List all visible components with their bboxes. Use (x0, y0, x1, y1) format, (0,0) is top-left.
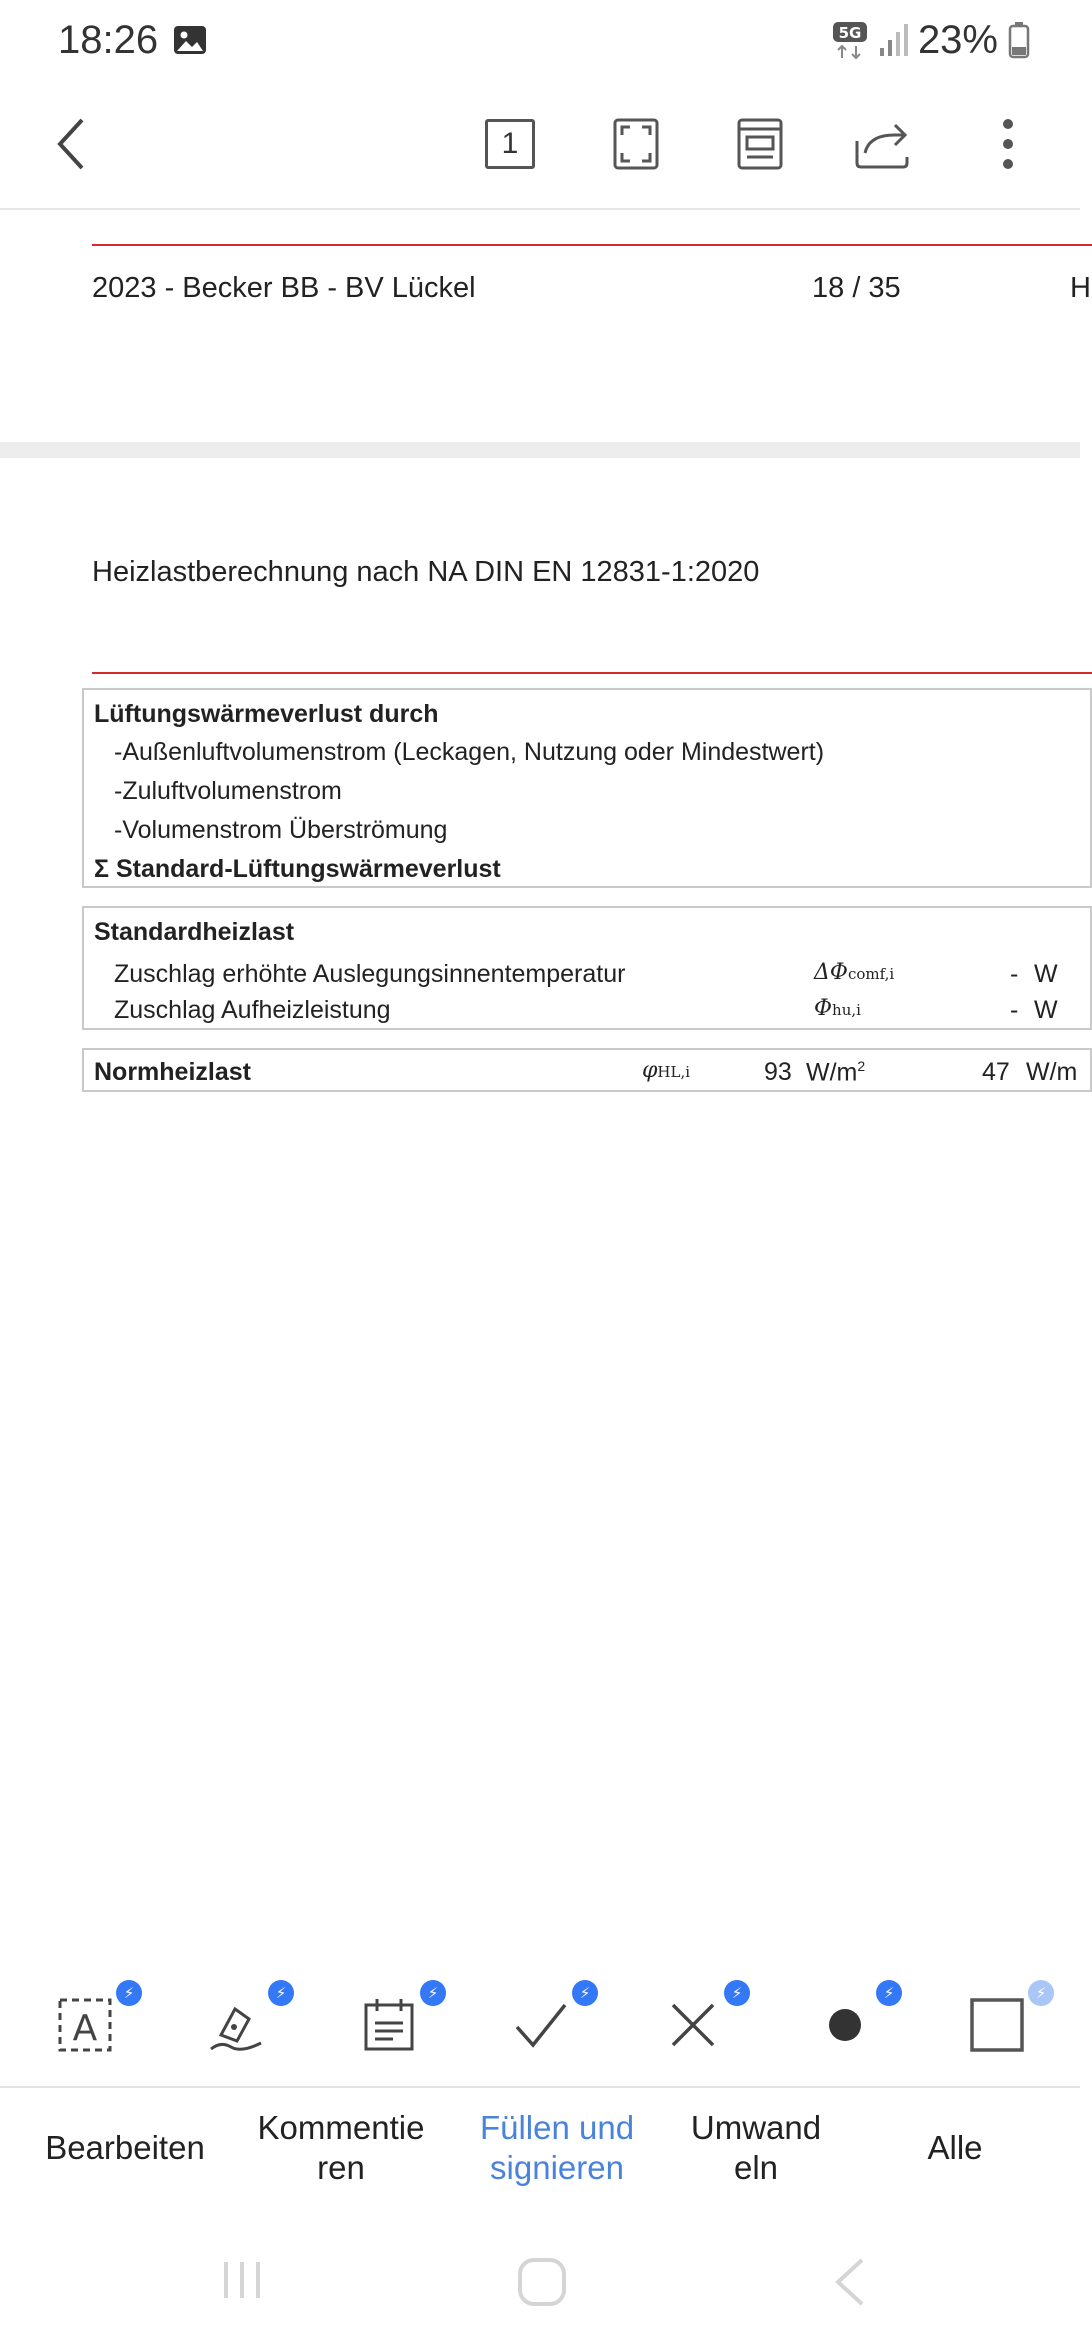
signature-pen-icon (207, 1995, 267, 2055)
standard-load-row1-value: - (1010, 960, 1019, 988)
dot-tool-button[interactable] (810, 1985, 895, 2060)
tab-edit-label: Bearbeiten (45, 2129, 205, 2166)
page-footer-extra: H (1070, 272, 1091, 304)
premium-badge-icon: ⚡ (724, 1980, 750, 2006)
standard-load-row1-unit: W (1034, 960, 1058, 988)
tab-comment-label-1: Kommentie (257, 2109, 425, 2146)
premium-badge-icon: ⚡ (1028, 1980, 1054, 2006)
sum-sign: Σ (94, 855, 110, 883)
norm-load-value1: 93 (764, 1058, 792, 1086)
rectangle-tool-button[interactable] (962, 1985, 1047, 2060)
norm-load-title: Normheizlast (94, 1058, 251, 1086)
chevron-left-icon (52, 114, 92, 174)
ventilation-section (82, 688, 1092, 888)
norm-load-unit1: $W/m^2$ (806, 1058, 866, 1087)
battery-icon (1008, 21, 1030, 59)
premium-badge-icon: ⚡ (420, 1980, 446, 2006)
standard-load-section (82, 906, 1092, 1030)
premium-badge-icon: ⚡ (572, 1980, 598, 2006)
ventilation-sum (94, 855, 501, 884)
tab-all[interactable] (900, 2128, 1010, 2168)
heading-rule (92, 672, 1092, 674)
check-tool-button[interactable] (506, 1985, 591, 2060)
svg-text:A: A (72, 2008, 98, 2049)
document-heading: Heizlastberechnung nach NA DIN EN 12831-1:2020 (92, 556, 760, 588)
more-button[interactable] (978, 114, 1038, 174)
share-button[interactable] (852, 114, 912, 174)
tab-comment[interactable] (246, 2108, 436, 2188)
text-box-icon (57, 1997, 113, 2053)
recent-apps-icon[interactable] (218, 2256, 266, 2304)
signal-icon (878, 22, 908, 58)
premium-badge-icon: ⚡ (876, 1980, 902, 2006)
more-vertical-icon (1000, 116, 1016, 172)
norm-load-unit2: W/m (1026, 1058, 1078, 1086)
page-view-icon (736, 117, 784, 171)
top-toolbar (0, 82, 1080, 210)
ventilation-line-outdoor-air: -Außenluftvolumenstrom (Leckagen, Nutzung oder Mindestwert) (114, 738, 825, 766)
document-view[interactable] (0, 210, 1091, 1950)
date-tool-button[interactable] (354, 1985, 439, 2060)
status-time: 18:26 (58, 18, 159, 62)
ventilation-sum-label: Standard-Lüftungswärmeverlust (115, 855, 501, 883)
page-separator (0, 442, 1080, 458)
norm-load-value2: 47 (982, 1058, 1010, 1086)
fullscreen-button[interactable] (606, 114, 666, 174)
ventilation-title: Lüftungswärmeverlust durch (94, 700, 439, 728)
standard-load-row1-label: Zuschlag erhöhte Auslegungsinnentemperatur (114, 960, 626, 988)
svg-text:5G: 5G (838, 24, 862, 42)
view-mode-button[interactable] (730, 114, 790, 174)
premium-badge-icon: ⚡ (116, 1980, 142, 2006)
tab-convert-label-2: eln (733, 2149, 779, 2186)
tab-comment-label-2: ren (317, 2149, 365, 2186)
tab-fill-sign[interactable] (466, 2108, 648, 2188)
premium-badge-icon: ⚡ (268, 1980, 294, 2006)
standard-load-row2-label: Zuschlag Aufheizleistung (114, 996, 391, 1024)
calendar-icon (363, 1997, 415, 2053)
cross-icon (668, 2000, 718, 2050)
standard-load-row2-unit: W (1034, 996, 1058, 1024)
signature-tool-button[interactable] (202, 1985, 287, 2060)
status-bar (0, 0, 1080, 82)
share-icon (853, 117, 911, 171)
gallery-notification-icon (172, 24, 208, 56)
fullscreen-icon (612, 117, 660, 171)
network-5g-icon (832, 20, 868, 60)
page-footer-number: 18 / 35 (812, 272, 901, 304)
page-footer-title: 2023 - Becker BB - BV Lückel (92, 272, 476, 304)
fill-sign-tools (0, 1960, 1080, 2090)
page-number-button[interactable] (480, 114, 540, 174)
standard-load-row2-value: - (1010, 996, 1019, 1024)
battery-percent: 23% (917, 17, 998, 62)
back-button[interactable] (42, 114, 102, 174)
ventilation-line-overflow: -Volumenstrom Überströmung (114, 816, 448, 844)
standard-load-row2-symbol: Φhu,i (814, 996, 861, 1021)
text-tool-button[interactable] (50, 1985, 135, 2060)
norm-load-section (82, 1048, 1092, 1092)
ventilation-line-supply-air: -Zuluftvolumenstrom (114, 777, 342, 805)
tab-fill-sign-label-1: Füllen und (479, 2109, 635, 2146)
tab-edit[interactable] (44, 2128, 206, 2168)
page-number: 1 (485, 119, 535, 169)
back-nav-icon[interactable] (830, 2256, 870, 2308)
cross-tool-button[interactable] (658, 1985, 743, 2060)
standard-load-row1-symbol: ΔΦcomf,i (814, 960, 895, 985)
standard-load-title: Standardheizlast (94, 918, 295, 946)
system-navigation-bar (0, 2220, 1080, 2340)
norm-load-symbol: φHL,i (642, 1058, 691, 1083)
checkmark-icon (513, 1997, 569, 2053)
header-rule (92, 244, 1092, 246)
home-icon[interactable] (516, 2256, 568, 2308)
status-indicators (832, 18, 1030, 62)
bottom-tabs (0, 2086, 1080, 2220)
tab-all-label: Alle (927, 2129, 983, 2166)
tab-convert-label-1: Umwand (690, 2109, 822, 2146)
rectangle-icon (969, 1997, 1025, 2053)
dot-icon (825, 2005, 865, 2045)
tab-convert[interactable] (676, 2108, 836, 2188)
tab-fill-sign-label-2: signieren (490, 2149, 624, 2186)
